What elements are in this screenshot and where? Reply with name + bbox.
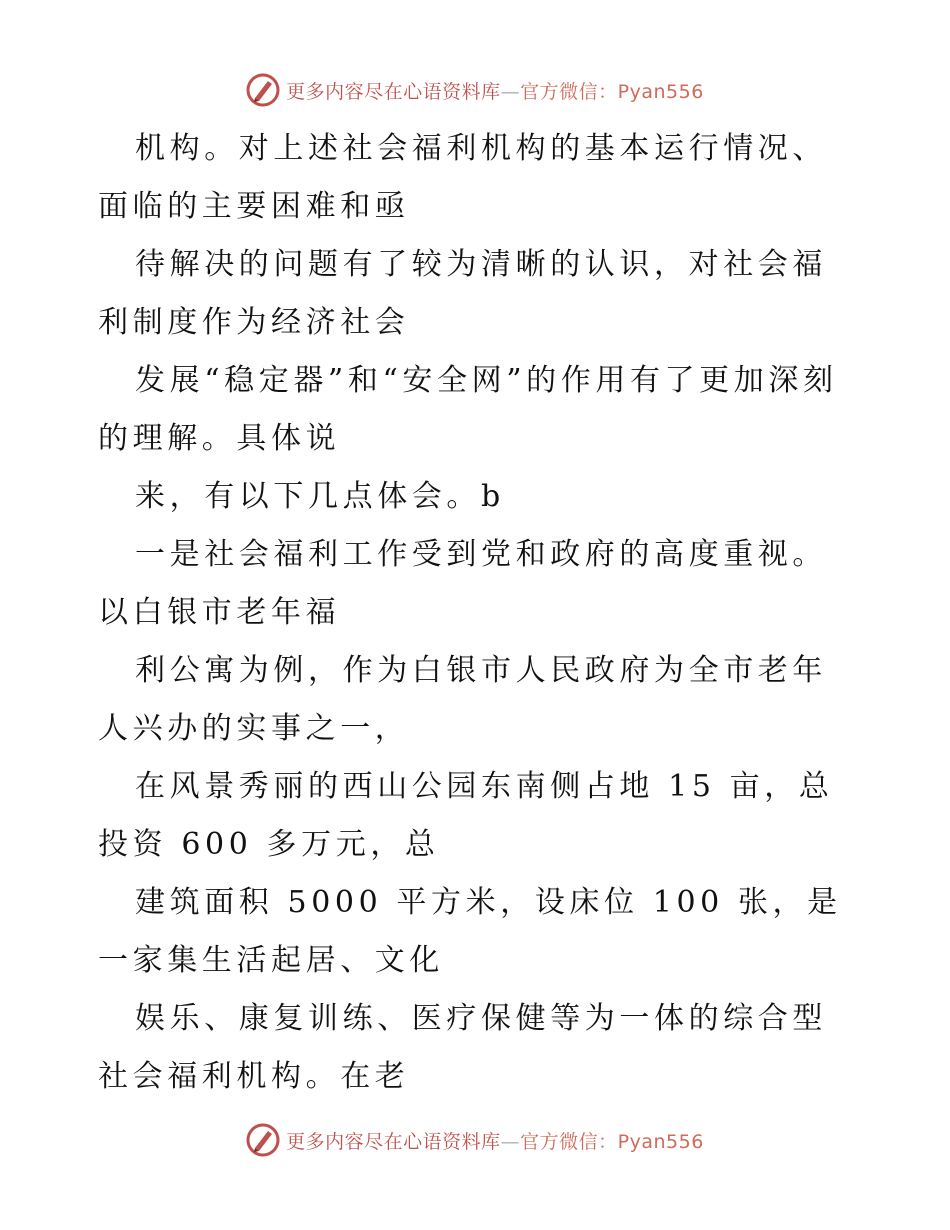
document-body	[98, 120, 858, 1106]
paragraph-2: 待解决的问题有了较为清晰的认识，对社会福利制度作为经济社会	[98, 247, 827, 340]
footer-banner-separator: —	[500, 1130, 521, 1153]
paragraph-9: 娱乐、康复训练、医疗保健等为一体的综合型社会福利机构。在老	[98, 1001, 827, 1094]
pen-logo-icon	[246, 73, 280, 107]
header-banner-separator: —	[500, 80, 521, 103]
paragraph-8: 建筑面积 5000 平方米，设床位 100 张，是一家集生活起居、文化	[98, 885, 842, 978]
paragraph-1: 机构。对上述社会福利机构的基本运行情况、面临的主要困难和亟	[98, 131, 827, 224]
paragraph-6: 利公寓为例，作为白银市人民政府为全市老年人兴办的实事之一，	[98, 653, 827, 746]
footer-banner-main: 更多内容尽在心语资料库	[286, 1130, 501, 1153]
header-banner-text	[286, 77, 704, 104]
header-banner-wechat: 官方微信：Pyan556	[520, 80, 704, 103]
footer-banner-wechat: 官方微信：Pyan556	[520, 1130, 704, 1153]
header-banner	[0, 70, 950, 110]
footer-banner	[0, 1120, 950, 1160]
paragraph-7: 在风景秀丽的西山公园东南侧占地 15 亩，总投资 600 多万元，总	[98, 769, 834, 862]
pen-logo-icon	[246, 1123, 280, 1157]
header-banner-main: 更多内容尽在心语资料库	[286, 80, 501, 103]
footer-banner-text	[286, 1127, 704, 1154]
paragraph-5: 一是社会福利工作受到党和政府的高度重视。以白银市老年福	[98, 537, 827, 630]
paragraph-4: 来，有以下几点体会。b	[135, 479, 505, 514]
paragraph-3: 发展“稳定器”和“安全网”的作用有了更加深刻的理解。具体说	[98, 363, 838, 456]
